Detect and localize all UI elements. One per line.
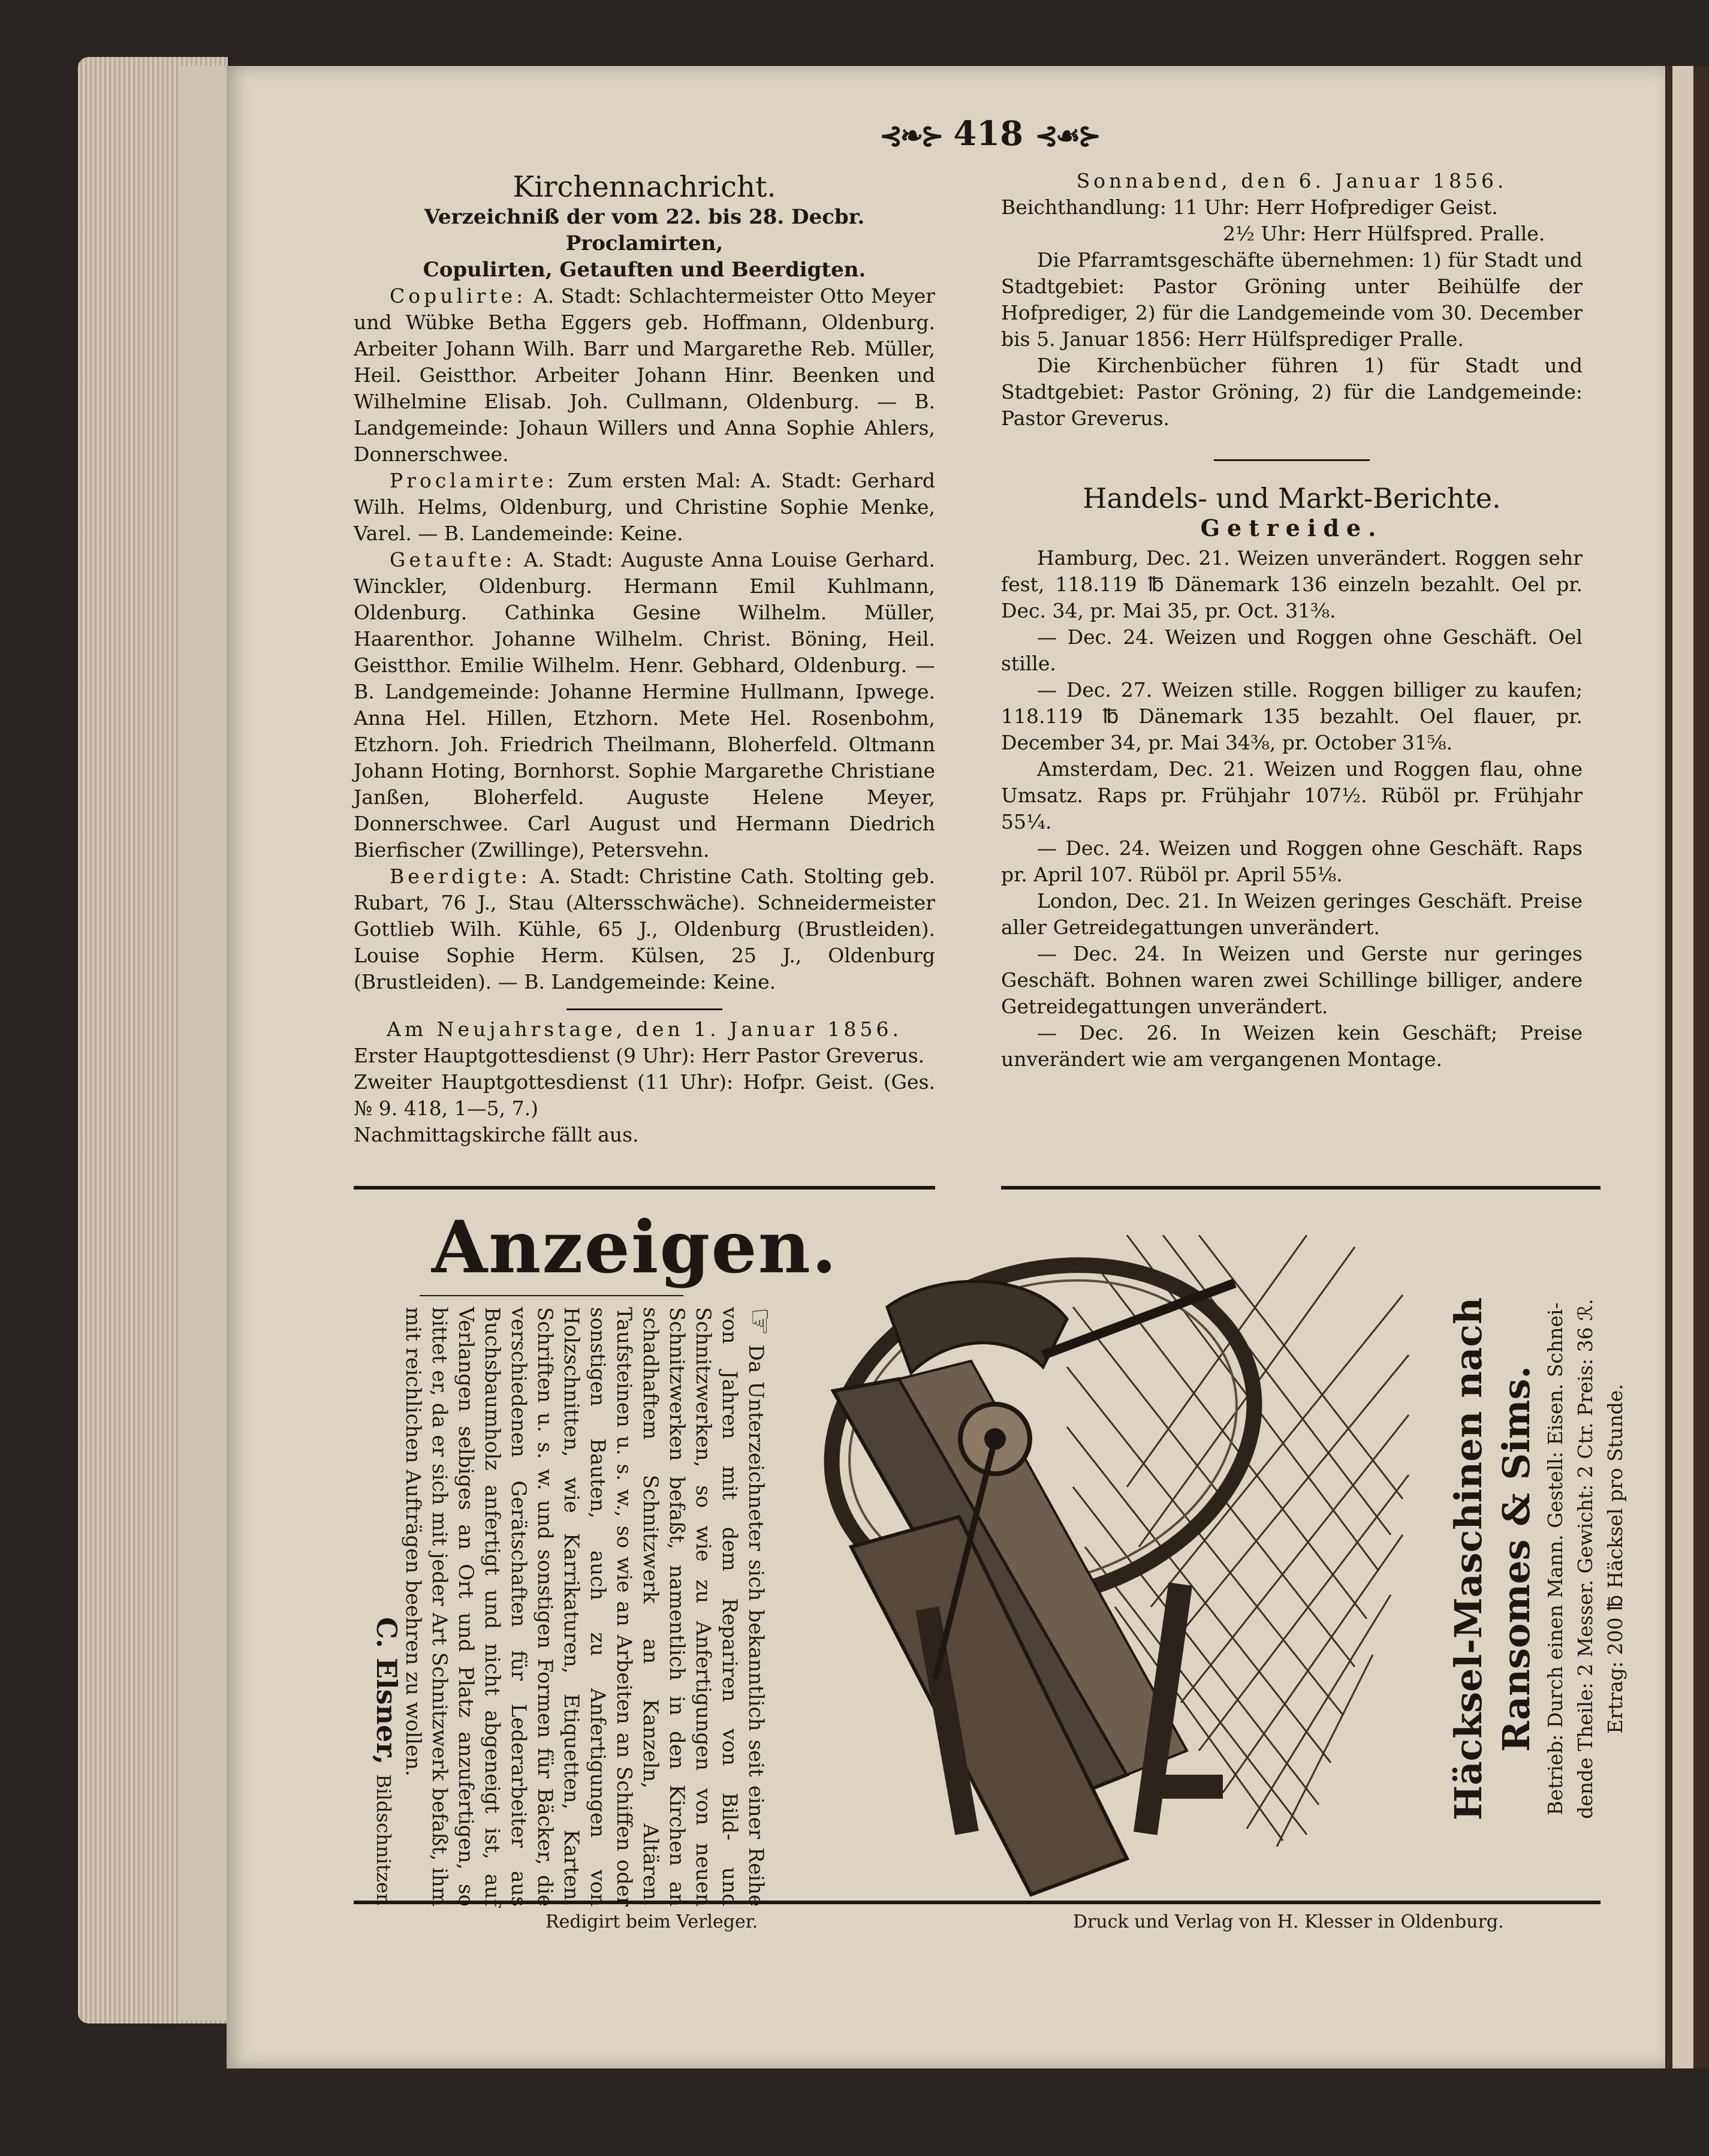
right-column	[1001, 168, 1583, 1073]
copulirte-paragraph: Copulirte: A. Stadt: Schlachtermeister Otto Meyer und Wübke Betha Eggers geb. Hoffmann, Oldenburg. Arbeiter Johann Wilh. Barr und Margarethe Reb. Müller, Heil. Geistthor. Arbeiter Johann Hinr. Beenken und Wilhelmine Elisab. Joh. Cullmann, Oldenburg. — B. Landgemeinde: Johaun Willers und Anna Sophie Ahlers, Donnerschwee.	[354, 284, 935, 466]
beichthandlung-1: Beichthandlung: 11 Uhr: Herr Hofprediger Geist.	[1001, 195, 1498, 219]
ornament-left-icon: ⊰❧⊱	[879, 119, 942, 152]
neujahr-heading: Am Neujahrstage, den 1. Januar 1856.	[387, 1017, 902, 1041]
right-page-edge	[1666, 66, 1709, 2068]
left-page-margin	[180, 66, 234, 2021]
elsner-text: ☞ Da Unterzeichneter sich bekanntlich seit einer Reihe von Jahren mit dem Repariren von Bild- und Schnitzwerken, so wie zu Anfertigungen von neuen Schnitzwerken befaßt, namentlich in den Kirchen an schadhaftem Schnitzwerk an Kanzeln, Altären, Taufsteinen u. s. w., so wie an Arbeiten an Schiffen oder sonstigen Bauten, auch zu Anfertigungen von Holzschnitten, wie Karrikaturen, Etiquetten, Karten, Schriften u. s. w. und sonstigen Formen für Bäcker, die verschiedenen Gerätschaften für Lederarbeiter aus Buchsbaumholz anfertigt und nicht abgeneigt ist, auf Verlangen selbiges an Ort und Platz anzufertigen, so bittet er, da er sich mit jeder Art Schnitzwerk befaßt, ihm mit reichlichen Aufträgen beehren zu wollen.	[401, 1307, 779, 1907]
ornament-right-icon: ⊰☙⊱	[1035, 119, 1099, 152]
beichthandlung-2: 2½ Uhr: Herr Hülfspred. Pralle.	[1223, 222, 1545, 245]
report-paragraph: — Dec. 27. Weizen stille. Roggen billiger zu kaufen; 118.119 ℔ Dänemark 135 bezahlt. Oel flauer, pr. December 34, pr. Mai 34⅜, pr. October 31⅝.	[1001, 678, 1583, 754]
footer-editor: Redigirt beim Verleger.	[545, 1911, 758, 1932]
report-paragraph: Amsterdam, Dec. 21. Weizen und Roggen flau, ohne Umsatz. Raps pr. Frühjahr 107½. Rüböl pr. Frühjahr 55¼.	[1001, 757, 1583, 833]
verzeichnis-subtitle-1: Verzeichniß der vom 22. bis 28. Decbr. Proclamirten,	[424, 205, 865, 255]
chaff-cutter-illustration	[815, 1235, 1427, 1913]
anzeigen-title: Anzeigen.	[432, 1205, 838, 1290]
beerdigte-paragraph: Beerdigte: A. Stadt: Christine Cath. Stolting geb. Rubart, 76 J., Stau (Altersschwäche). Schneidermeister Gottlieb Wilh. Kühle, 65 J., Oldenburg (Brustleiden). Louise Sophie Herm. Külsen, 25 J., Oldenburg (Brustleiden). — B. Landgemeinde: Keine.	[354, 865, 935, 993]
verzeichnis-subtitle-2: Copulirten, Getauften und Beerdigten.	[423, 258, 866, 282]
left-column-rule	[354, 1186, 935, 1190]
left-column	[354, 168, 935, 1148]
getreide-title: Getreide.	[1200, 514, 1384, 541]
right-column-rule	[1001, 1186, 1601, 1190]
report-paragraph: — Dec. 24. Weizen und Roggen ohne Geschäft. Raps pr. April 107. Rüböl pr. April 55⅛.	[1001, 836, 1583, 886]
page-number: ⊰❧⊱ 418 ⊰☙⊱	[879, 114, 1099, 153]
handels-title: Handels- und Markt-Berichte.	[1083, 482, 1501, 514]
sonnabend-heading: Sonnabend, den 6. Januar 1856.	[1076, 169, 1508, 192]
haecksel-title: Häcksel-Maschinen nach Ransomes & Sims.	[1446, 1297, 1538, 1821]
report-paragraph: London, Dec. 21. In Weizen geringes Geschäft. Preise aller Getreidegattungen unverändert.	[1001, 889, 1583, 939]
kirchennachricht-title: Kirchennachricht.	[513, 170, 776, 204]
haecksel-advertisement	[1445, 1217, 1627, 1901]
report-paragraph: — Dec. 24. In Weizen und Gerste nur geringes Geschäft. Bohnen waren zwei Schillinge billiger, andere Getreidegattungen unverändert.	[1001, 942, 1583, 1018]
divider	[1214, 459, 1370, 461]
proclamirte-paragraph: Proclamirte: Zum ersten Mal: A. Stadt: Gerhard Wilh. Helms, Oldenburg, und Christine Sophie Menke, Varel. — B. Landemeinde: Keine.	[354, 469, 935, 545]
haecksel-detail-3: Ertrag: 200 ℔ Häcksel pro Stunde.	[1603, 1384, 1627, 1734]
haecksel-detail-2: dende Theile: 2 Messer. Gewicht: 2 Ctr. Preis: 36 ℛ.	[1574, 1299, 1597, 1819]
elsner-advertisement	[354, 1307, 779, 1907]
report-paragraph: — Dec. 26. In Weizen kein Geschäft; Preise unverändert wie am vergangenen Montage.	[1001, 1021, 1583, 1071]
anzeigen-underline	[420, 1295, 683, 1296]
footer-printer: Druck und Verlag von H. Klesser in Oldenburg.	[1073, 1911, 1504, 1932]
pointing-hand-icon: ☞	[742, 1307, 779, 1336]
zweiter-gottesdienst: Zweiter Hauptgottesdienst (11 Uhr): Hofpr. Geist. (Ges. № 9. 418, 1—5, 7.)	[354, 1070, 935, 1120]
divider	[566, 1008, 722, 1010]
report-paragraph: Hamburg, Dec. 21. Weizen unverändert. Roggen sehr fest, 118.119 ℔ Dänemark 136 einzeln bezahlt. Oel pr. Dec. 34, pr. Mai 35, pr. Oct. 31⅜.	[1001, 546, 1583, 622]
haecksel-detail-1: Betrieb: Durch einen Mann. Gestell: Eisen. Schnei-	[1544, 1302, 1567, 1815]
getaufte-paragraph: Getaufte: A. Stadt: Auguste Anna Louise Gerhard. Winckler, Oldenburg. Hermann Emil Kuhlmann, Oldenburg. Cathinka Gesine Wilhelm. Müller, Haarenthor. Johanne Wilhelm. Christ. Böning, Heil. Geistthor. Emilie Wilhelm. Henr. Gebhard, Oldenburg. — B. Landgemeinde: Johanne Hermine Hullmann, Ipwege. Anna Hel. Hillen, Etzhorn. Mete Hel. Rosenbohm, Etzhorn. Joh. Friedrich Theilmann, Bloherfeld. Oltmann Johann Hoting, Bornhorst. Sophie Margarethe Christiane Janßen, Bloherfeld. Auguste Helene Meyer, Donnerschwee. Carl August und Hermann Diedrich Bierfischer (Zwillinge), Petersvehn.	[354, 548, 935, 862]
nachmittagskirche: Nachmittagskirche fällt aus.	[354, 1123, 639, 1146]
report-paragraph: — Dec. 24. Weizen und Roggen ohne Geschäft. Oel stille.	[1001, 625, 1583, 675]
erster-gottesdienst: Erster Hauptgottesdienst (9 Uhr): Herr Pastor Greverus.	[354, 1044, 925, 1067]
kirchenbuecher-paragraph: Die Kirchenbücher führen 1) für Stadt und Stadtgebiet: Pastor Gröning, 2) für die Landgemeinde: Pastor Greverus.	[1001, 354, 1583, 430]
pfarramt-paragraph: Die Pfarramtsgeschäfte übernehmen: 1) für Stadt und Stadtgebiet: Pastor Gröning unter Beihülfe der Hofprediger, 2) für die Landgemeinde vom 30. December bis 5. Januar 1856: Herr Hülfsprediger Pralle.	[1001, 248, 1583, 351]
elsner-signature: C. Elsner, Bildschnitzer.	[370, 1617, 403, 1907]
